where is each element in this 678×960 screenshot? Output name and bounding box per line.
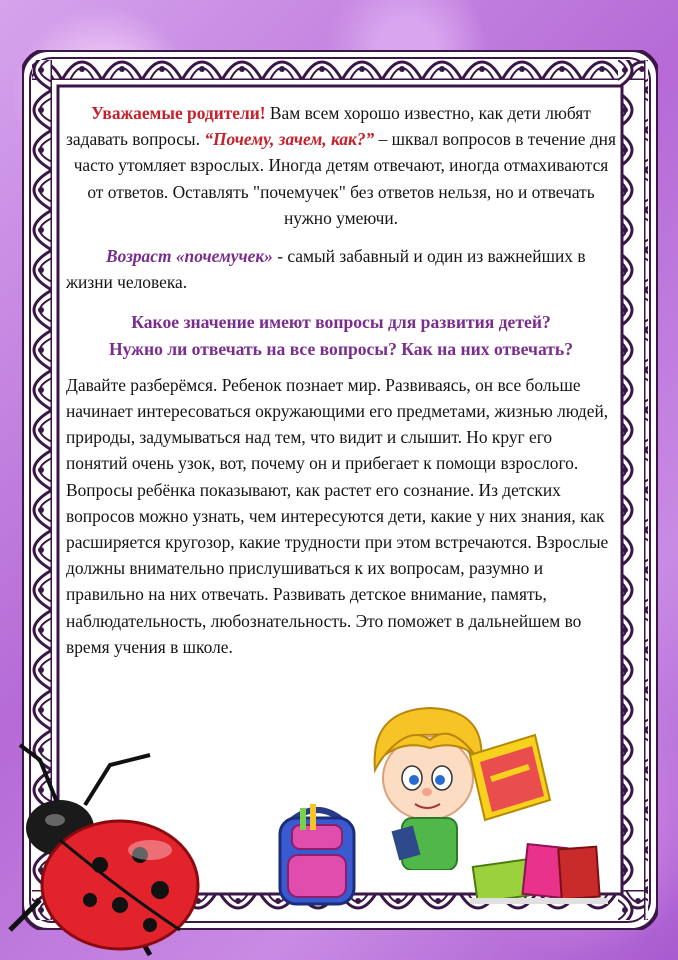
intro-text-a: Вам всем хорошо известно, как дети любят задавать вопросы. bbox=[66, 103, 591, 150]
intro-paragraph bbox=[66, 100, 616, 231]
questions-heading bbox=[66, 309, 616, 361]
greeting: Уважаемые родители! bbox=[91, 103, 266, 123]
age-title: Возраст «почемучек» bbox=[106, 246, 273, 267]
intro-quote: “Почему, зачем, как?” bbox=[204, 129, 375, 150]
ladybug-illustration bbox=[0, 740, 210, 960]
article bbox=[66, 100, 616, 660]
backpack-illustration bbox=[262, 800, 372, 910]
question-line-2: Нужно ли отвечать на все вопросы? Как на них отвечать? bbox=[108, 338, 574, 359]
books-illustration bbox=[470, 838, 610, 908]
intro-text-b: – шквал вопросов в течение дня часто утомляет взрослых. Иногда детям отвечают, иногда отмахиваются от ответов. Оставлять "почемучек" без ответов нельзя, но и отвечать нужно умеючи. bbox=[73, 129, 616, 228]
body-paragraph: Давайте разберёмся. Ребенок познает мир. Развиваясь, он все больше начинает интересоваться окружающими его предметами, жизнью людей, природы, задумываться над тем, что видит и слышит. Но круг его понятий очень узок, вот, почему он и прибегает к помощи взрослого. Вопросы ребёнка показывают, как растет его сознание. Из детских вопросов можно узнать, чем интересуются дети, какие у них знания, как расширяется кругозор, какие трудности при этом встречаются. Взрослые должны внимательно прислушиваться к их вопросам, разумно и правильно на них отвечать. Развивать детское внимание, память, наблюдательность, любознательность. Это поможет в дальнейшем во время учения в школе. bbox=[66, 374, 609, 657]
question-line-1: Какое значение имеют вопросы для развития детей? bbox=[131, 312, 551, 333]
age-paragraph bbox=[66, 243, 616, 295]
age-text: - самый забавный и один из важнейших в жизни человека. bbox=[66, 246, 586, 293]
